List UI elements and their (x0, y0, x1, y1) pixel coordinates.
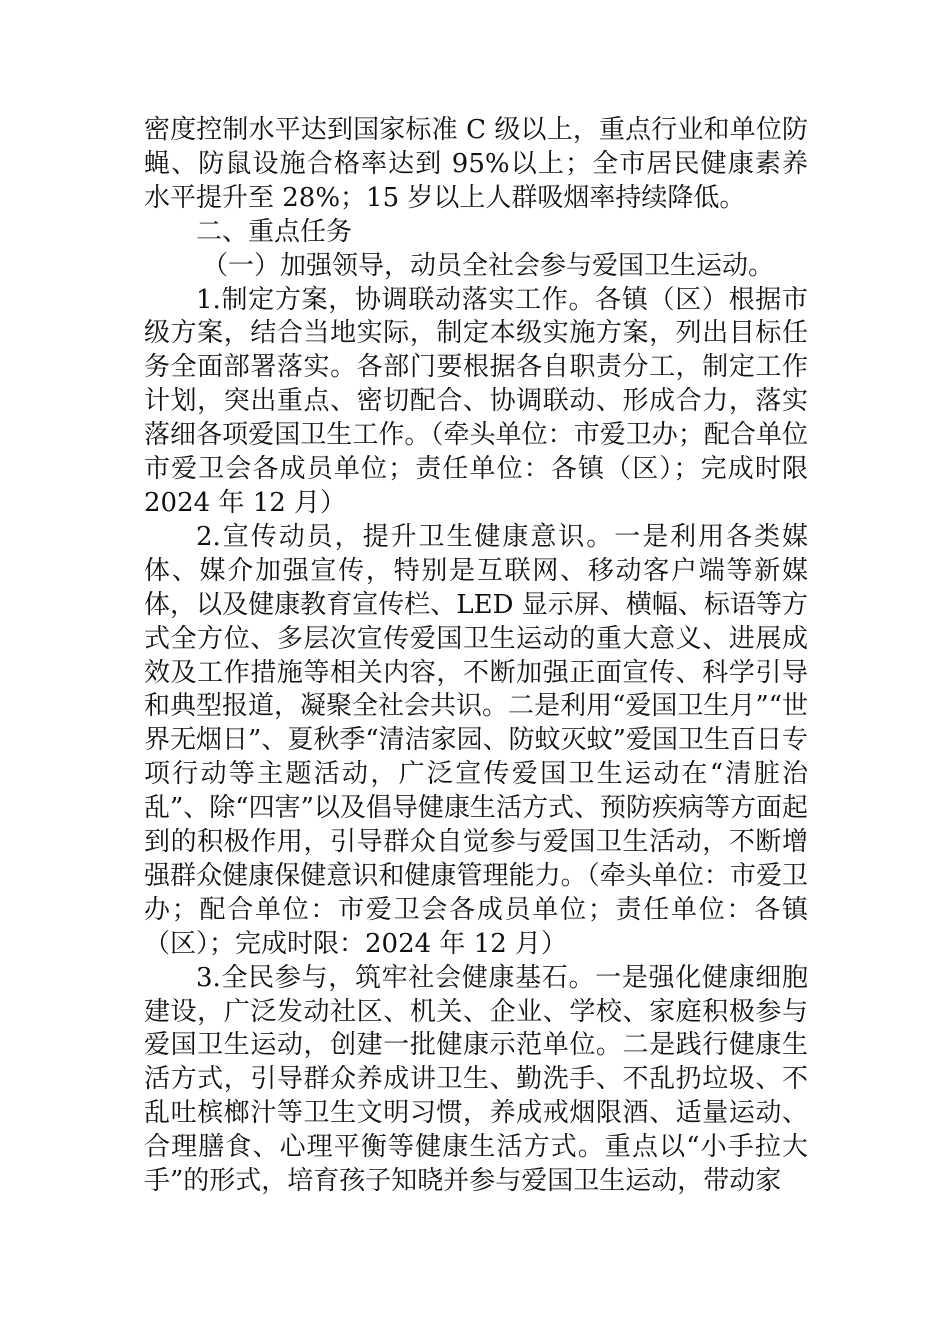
paragraph-task-2: 2.宣传动员，提升卫生健康意识。一是利用各类媒体、媒介加强宣传，特别是互联网、移动客户端等新媒体，以及健康教育宣传栏、LED 显示屏、横幅、标语等方式全方位、多层次宣传爱国卫生运动的重大意义、进展成效及工作措施等相关内容，不断加强正面宣传、科学引导和典型报道，凝聚全社会共识。二是利用“爱国卫生月”“世界无烟日”、夏秋季“清洁家园、防蚊灭蚊”爱国卫生百日专项行动等主题活动，广泛宣传爱国卫生运动在“清脏治乱”、除“四害”以及倡导健康生活方式、预防疾病等方面起到的积极作用，引导群众自觉参与爱国卫生活动，不断增强群众健康保健意识和健康管理能力。（牵头单位：市爱卫办；配合单位：市爱卫会各成员单位；责任单位：各镇（区）；完成时限：2024 年 12 月） (144, 521, 808, 959)
section-heading: 二、重点任务 (196, 216, 353, 247)
paragraph-continued: 密度控制水平达到国家标准 C 级以上，重点行业和单位防蝇、防鼠设施合格率达到 95%以上；全市居民健康素养水平提升至 28%；15 岁以上人群吸烟率持续降低。 (144, 115, 808, 213)
document-page (144, 114, 808, 1199)
paragraph-task-3: 3.全民参与，筑牢社会健康基石。一是强化健康细胞建设，广泛发动社区、机关、企业、学校、家庭积极参与爱国卫生运动，创建一批健康示范单位。二是践行健康生活方式，引导群众养成讲卫生、勤洗手、不乱扔垃圾、不乱吐槟榔汁等卫生文明习惯，养成戒烟限酒、适量运动、合理膳食、心理平衡等健康生活方式。重点以“小手拉大手”的形式，培育孩子知晓并参与爱国卫生运动，带动家 (144, 962, 808, 1197)
paragraph-task-1: 1.制定方案，协调联动落实工作。各镇（区）根据市级方案，结合当地实际，制定本级实施方案，列出目标任务全面部署落实。各部门要根据各自职责分工，制定工作计划，突出重点、密切配合、协调联动、形成合力，落实落细各项爱国卫生工作。（牵头单位：市爱卫办；配合单位市爱卫会各成员单位；责任单位：各镇（区）；完成时限 2024 年 12 月） (144, 284, 808, 518)
subsection-heading: （一）加强领导，动员全社会参与爱国卫生运动。 (202, 250, 775, 281)
